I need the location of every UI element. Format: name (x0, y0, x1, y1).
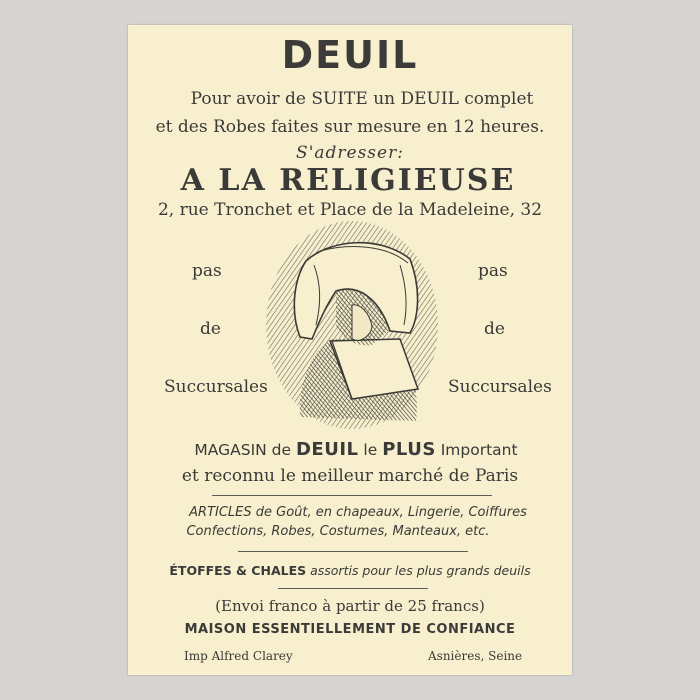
right-column-succursales: Succursales (448, 377, 552, 397)
ornamental-rule-2 (238, 551, 468, 552)
right-column-de: de (484, 319, 505, 339)
left-column-pas: pas (192, 261, 222, 281)
ornamental-rule-3 (278, 588, 428, 589)
magasin-deuil: DEUIL (295, 439, 359, 460)
printer-city: Asnières, Seine (428, 649, 523, 663)
contact-label: S'adresser: (296, 143, 404, 163)
intro-line-1: Pour avoir de SUITE un DEUIL complet (190, 89, 534, 109)
maison-line: MAISON ESSENTIELLEMENT DE CONFIANCE (184, 622, 516, 637)
magasin-mid: le (358, 441, 383, 459)
left-column-succursales: Succursales (164, 377, 268, 397)
shop-name: A LA RELIGIEUSE (180, 163, 516, 198)
nun-illustration (260, 221, 444, 433)
etoffes-rest: assortis pour les plus grands deuils (306, 563, 531, 578)
left-column-de: de (200, 319, 221, 339)
shop-address: 2, rue Tronchet et Place de la Madeleine, 32 (157, 200, 543, 220)
printer-credit: Imp Alfred Clarey (184, 649, 293, 663)
magasin-prefix: MAGASIN de (194, 441, 296, 459)
etoffes-bold: ÉTOFFES & CHALES (169, 563, 307, 578)
magasin-plus: PLUS (382, 439, 436, 460)
reconnu-line: et reconnu le meilleur marché de Paris (181, 466, 519, 486)
articles-line-2: Confections, Robes, Costumes, Manteaux, etc. (186, 524, 490, 539)
magasin-line (134, 439, 572, 460)
etoffes-line (128, 563, 572, 578)
intro-line-2: et des Robes faites sur mesure en 12 heures. (155, 117, 545, 137)
right-column-pas: pas (478, 261, 508, 281)
articles-line-1: ARTICLES de Goût, en chapeaux, Lingerie, Coiffures (189, 505, 527, 520)
ornamental-rule-1 (212, 495, 492, 496)
envoi-line: (Envoi franco à partir de 25 francs) (215, 597, 485, 615)
magasin-suffix: Important (435, 441, 518, 459)
advertising-card (128, 25, 572, 675)
card-title: DEUIL (281, 33, 419, 77)
